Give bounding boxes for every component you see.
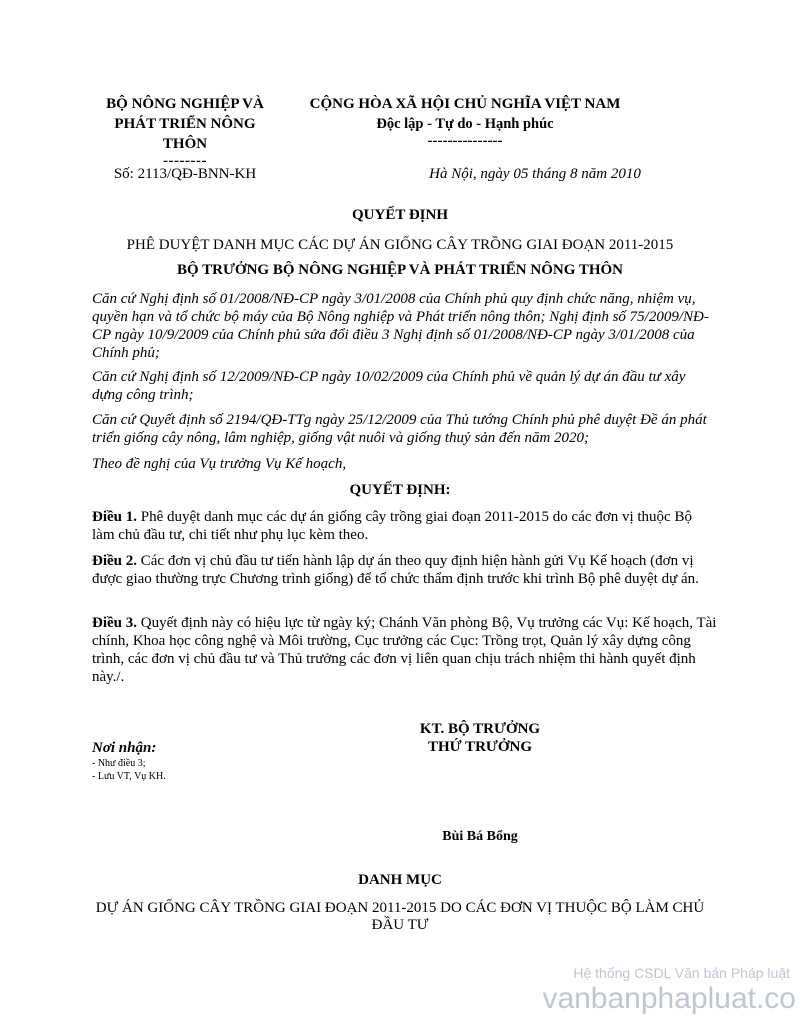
decision-subtitle: PHÊ DUYỆT DANH MỤC CÁC DỰ ÁN GIỐNG CÂY TRỒNG GIAI ĐOẠN 2011-2015	[126, 237, 674, 253]
recipient-item: - Như điều 3;	[92, 758, 146, 769]
document-number: Số: 2113/QĐ-BNN-KH	[113, 166, 257, 182]
decision-authority: BỘ TRƯỞNG BỘ NÔNG NGHIỆP VÀ PHÁT TRIỂN NÔNG THÔN	[176, 262, 624, 278]
legal-basis: Căn cứ Nghị định số 12/2009/NĐ-CP ngày 10/02/2009 của Chính phủ về quản lý dự án đầu tư xây dựng công trình;	[92, 369, 686, 403]
agency-line: THÔN	[162, 136, 208, 152]
article-label: Điều 1.	[92, 509, 137, 525]
article-1	[92, 508, 717, 544]
recipients	[92, 740, 166, 783]
agency-line: BỘ NÔNG NGHIỆP VÀ	[106, 96, 264, 112]
recipients-title: Nơi nhận:	[92, 740, 157, 756]
signature-title: KT. BỘ TRƯỞNG	[419, 721, 541, 737]
article-label: Điều 3.	[92, 615, 137, 631]
document-header	[0, 94, 800, 189]
national-motto: Độc lập - Tự do - Hạnh phúc	[376, 116, 554, 132]
signer-name: Bùi Bá Bổng	[442, 829, 518, 844]
article-text: Phê duyệt danh mục các dự án giống cây trồng giai đoạn 2011-2015 do các đơn vị thuộc Bộ làm chủ đầu tư, chi tiết như phụ lục kèm theo.	[92, 509, 692, 543]
decides-heading: QUYẾT ĐỊNH:	[349, 482, 451, 498]
watermark-site: vanbanphapluat.co	[542, 982, 796, 1015]
legal-basis: Theo đề nghị của Vụ trưởng Vụ Kế hoạch,	[92, 456, 347, 472]
decision-title: QUYẾT ĐỊNH	[352, 207, 448, 223]
legal-basis: Căn cứ Nghị định số 01/2008/NĐ-CP ngày 3/01/2008 của Chính phủ quy định chức năng, nhiệm vụ, quyền hạn và tổ chức bộ máy của Bộ Nông nghiệp và Phát triển nông thôn; Nghị định số 75/2009/NĐ-CP ngày 10/9/2009 của Chính phủ sửa đổi điều 3 Nghị định số 01/2008/NĐ-CP ngày 3/01/2008 của Chính phủ;	[92, 291, 709, 361]
article-label: Điều 2.	[92, 553, 137, 569]
legal-basis: Căn cứ Quyết định số 2194/QĐ-TTg ngày 25/12/2009 của Thủ tướng Chính phủ phê duyệt Đề án phát triển giống cây nông, lâm nghiệp, giống vật nuôi và giống thuỷ sản đến năm 2020;	[92, 412, 707, 446]
article-text: Quyết định này có hiệu lực từ ngày ký; Chánh Văn phòng Bộ, Vụ trưởng các Vụ: Kế hoạch, Tài chính, Khoa học công nghệ và Môi trường, Cục trưởng các Cục: Trồng trọt, Quản lý xây dựng công trình, các đơn vị chủ đầu tư và Thủ trưởng các đơn vị liên quan chịu trách nhiệm thi hành quyết định này./.	[92, 615, 717, 685]
appendix-title: DANH MỤC	[358, 872, 442, 888]
signature-position: THỨ TRƯỞNG	[427, 739, 533, 755]
article-2	[92, 552, 717, 588]
issue-date: Hà Nội, ngày 05 tháng 8 năm 2010	[429, 166, 641, 182]
agency-separator: --------	[163, 153, 207, 169]
recipient-item: - Lưu VT, Vụ KH.	[92, 771, 166, 782]
republic-name: CỘNG HÒA XÃ HỘI CHỦ NGHĨA VIỆT NAM	[309, 96, 621, 112]
article-3	[92, 614, 717, 686]
watermark-caption: Hệ thống CSDL Văn bản Pháp luật	[573, 965, 790, 981]
watermark	[542, 965, 796, 1017]
signature-block	[380, 720, 580, 756]
appendix-subtitle: DỰ ÁN GIỐNG CÂY TRỒNG GIAI ĐOẠN 2011-2015 DO CÁC ĐƠN VỊ THUỘC BỘ LÀM CHỦ ĐẦU TƯ	[95, 900, 705, 933]
agency-line: PHÁT TRIỂN NÔNG	[114, 116, 256, 132]
issuing-agency	[90, 94, 280, 168]
article-text: Các đơn vị chủ đầu tư tiến hành lập dự án theo quy định hiện hành gửi Vụ Kế hoạch (đơn vị được giao thường trực Chương trình giống) để tổ chức thẩm định trước khi trình Bộ phê duyệt dự án.	[92, 553, 699, 587]
national-title	[300, 94, 630, 148]
motto-separator: ---------------	[427, 133, 503, 149]
